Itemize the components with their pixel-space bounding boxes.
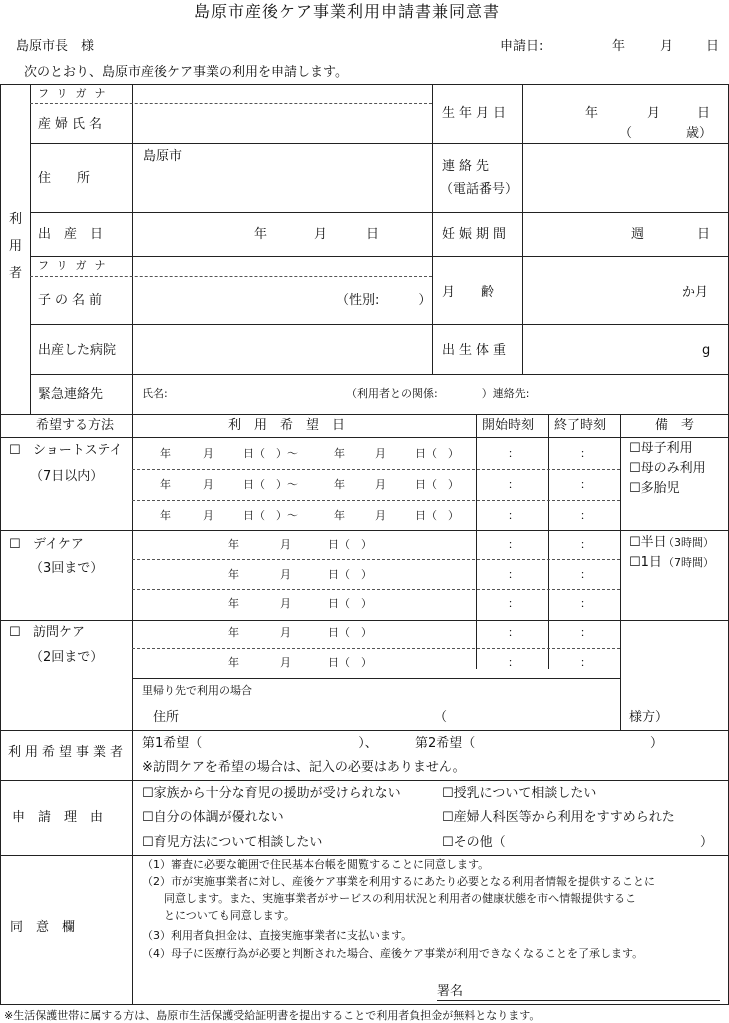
date-year[interactable]: 年: [228, 626, 239, 639]
note-mother-only[interactable]: ☐母のみ利用: [629, 461, 706, 476]
birth-weight-label: 出生体重: [442, 343, 511, 358]
reason-health[interactable]: ☐自分の体調が優れない: [142, 810, 284, 825]
pregnancy-weeks[interactable]: 週: [631, 227, 645, 242]
provider-first-choice[interactable]: 第1希望（ ）、: [142, 736, 378, 751]
form-title: 島原市産後ケア事業利用申請書兼同意書: [194, 2, 501, 21]
ss-to-day[interactable]: 日（ ）: [415, 478, 459, 491]
end-time[interactable]: ：: [580, 538, 591, 551]
intro-text: 次のとおり、島原市産後ケア事業の利用を申請します。: [24, 65, 348, 80]
notes-header: 備 考: [655, 418, 695, 433]
date-month[interactable]: 月: [280, 538, 291, 551]
birth-month[interactable]: 月: [647, 106, 661, 121]
method-header: 希望する方法: [36, 418, 115, 433]
date-day[interactable]: 日（ ）: [328, 626, 372, 639]
dates-header: 利 用 希 望 日: [228, 418, 346, 433]
ss-start-time[interactable]: ：: [508, 447, 519, 460]
visit-care-label: 訪問ケア: [33, 625, 86, 640]
emergency-name[interactable]: 氏名:: [142, 387, 168, 400]
note-mother-child[interactable]: ☐母子利用: [629, 441, 693, 456]
date-year[interactable]: 年: [228, 538, 239, 551]
emergency-relation[interactable]: （利用者との関係: ）連絡先:: [346, 387, 530, 400]
note-half-day[interactable]: ☐半日: [629, 535, 667, 550]
mother-name-input[interactable]: [134, 105, 430, 141]
ss-to-day[interactable]: 日（ ）: [415, 447, 459, 460]
ss-to-year[interactable]: 年: [334, 478, 345, 491]
pregnancy-days[interactable]: 日: [697, 227, 711, 242]
signature-line[interactable]: [437, 1000, 720, 1001]
ss-from-month[interactable]: 月: [203, 447, 214, 460]
visit-care-sub: （2回まで）: [30, 650, 104, 665]
birthdate-label: 生年月日: [442, 106, 511, 121]
short-stay-label: ショートステイ: [33, 443, 123, 458]
day-care-label: デイケア: [33, 537, 84, 552]
reason-other[interactable]: ☐その他（: [442, 835, 506, 850]
reason-other-close: ）: [700, 835, 714, 850]
consent-line-5: （3）利用者負担金は、直接実施事業者に支払います。: [142, 929, 413, 942]
furigana-input[interactable]: [134, 86, 430, 102]
consent-line-2: （2）市が実施事業者に対し、産後ケア事業を利用するにあたり必要となる利用者情報を提供することに: [142, 875, 655, 888]
satogaeri-address-label: 住所: [153, 710, 180, 725]
short-stay-checkbox[interactable]: ☐: [9, 443, 21, 458]
mother-name-label: 産婦氏名: [38, 117, 107, 132]
consent-line-6: （4）母子に医療行為が必要と判断された場合、産後ケア事業が利用できなくなることを了承します。: [142, 947, 644, 960]
child-furigana-label: フリガナ: [38, 259, 114, 272]
date-month[interactable]: 月: [280, 656, 291, 669]
ss-to-month[interactable]: 月: [375, 447, 386, 460]
day-care-checkbox[interactable]: ☐: [9, 537, 21, 552]
start-time[interactable]: ：: [508, 656, 519, 669]
reason-label: 申 請 理 由: [12, 810, 104, 825]
ss-to-month[interactable]: 月: [375, 509, 386, 522]
ss-from-day[interactable]: 日（ ）～: [243, 478, 298, 491]
application-day[interactable]: 日: [706, 39, 720, 54]
ss-from-month[interactable]: 月: [203, 509, 214, 522]
ss-from-year[interactable]: 年: [160, 478, 171, 491]
ss-start-time[interactable]: ：: [508, 478, 519, 491]
month-age-label: 月 齢: [442, 285, 495, 300]
ss-from-year[interactable]: 年: [160, 509, 171, 522]
furigana-label: フリガナ: [38, 87, 114, 100]
date-day[interactable]: 日（ ）: [328, 568, 372, 581]
addressee: 島原市長 様: [16, 39, 95, 54]
delivery-date-label: 出 産 日: [38, 227, 104, 242]
address-label: 住 所: [38, 171, 91, 186]
reason-childcare-method[interactable]: ☐育児方法について相談したい: [142, 835, 323, 850]
ss-from-day[interactable]: 日（ ）～: [243, 509, 298, 522]
consent-label: 同 意 欄: [10, 920, 76, 935]
note-full-day[interactable]: ☐1日: [629, 555, 662, 570]
footer-note: ※生活保護世帯に属する方は、島原市生活保護受給証明書を提出することで利用者負担金が無料となります。: [4, 1009, 541, 1022]
consent-line-1: （1）審査に必要な範囲で住民基本台帳を閲覧することに同意します。: [142, 858, 490, 871]
consent-line-3: 同意します。また、実施事業者がサービスの利用状況と利用者の健康状態を市へ情報提供するこ: [142, 892, 637, 905]
short-stay-sub: （7日以内）: [30, 469, 104, 484]
reason-breastfeeding[interactable]: ☐授乳について相談したい: [442, 786, 597, 801]
provider-note: ※訪問ケアを希望の場合は、記入の必要はありません。: [142, 760, 466, 775]
end-time[interactable]: ：: [580, 656, 591, 669]
hospital-input[interactable]: [134, 326, 430, 372]
ss-to-year[interactable]: 年: [334, 447, 345, 460]
ss-end-time[interactable]: ：: [580, 447, 591, 460]
signature-label: 署名: [437, 984, 464, 999]
contact-input[interactable]: [524, 145, 727, 210]
date-year[interactable]: 年: [228, 656, 239, 669]
birth-weight-unit[interactable]: g: [702, 343, 711, 358]
pregnancy-label: 妊娠期間: [442, 227, 511, 242]
end-time[interactable]: ：: [580, 626, 591, 639]
child-name-label: 子の名前: [38, 293, 107, 308]
note-full-day-hours: （7時間）: [663, 556, 714, 569]
ss-to-year[interactable]: 年: [334, 509, 345, 522]
satogaeri-address-input[interactable]: （ 様方）: [434, 710, 669, 725]
note-multiple-birth[interactable]: ☐多胎児: [629, 481, 680, 496]
visit-care-checkbox[interactable]: ☐: [9, 625, 21, 640]
date-year[interactable]: 年: [228, 568, 239, 581]
ss-to-month[interactable]: 月: [375, 478, 386, 491]
provider-second-choice[interactable]: 第2希望（: [415, 736, 476, 751]
age-close[interactable]: 歳）: [686, 126, 713, 141]
birth-day[interactable]: 日: [697, 106, 711, 121]
satogaeri-label: 里帰り先で利用の場合: [142, 684, 252, 697]
note-half-day-hours: （3時間）: [663, 536, 714, 549]
date-month[interactable]: 月: [280, 568, 291, 581]
start-time[interactable]: ：: [508, 597, 519, 610]
reason-family-support[interactable]: ☐家族から十分な育児の援助が受けられない: [142, 786, 401, 801]
day-care-sub: （3回まで）: [30, 561, 104, 576]
date-day[interactable]: 日（ ）: [328, 538, 372, 551]
ss-to-day[interactable]: 日（ ）: [415, 509, 459, 522]
age-open: （: [619, 126, 633, 141]
application-year[interactable]: 年: [612, 39, 626, 54]
ss-start-time[interactable]: ：: [508, 509, 519, 522]
start-time[interactable]: ：: [508, 626, 519, 639]
start-time-header: 開始時刻: [482, 418, 535, 433]
month-age-unit[interactable]: か月: [682, 285, 709, 300]
user-side-label-3: 者: [9, 266, 23, 281]
user-side-label-2: 用: [9, 239, 23, 254]
ss-from-month[interactable]: 月: [203, 478, 214, 491]
provider-second-close: ）: [650, 736, 664, 751]
delivery-year[interactable]: 年: [254, 227, 268, 242]
reason-doctor-recommend[interactable]: ☐産婦人科医等から利用をすすめられた: [442, 810, 675, 825]
ss-from-day[interactable]: 日（ ）～: [243, 447, 298, 460]
start-time[interactable]: ：: [508, 538, 519, 551]
date-year[interactable]: 年: [228, 597, 239, 610]
application-month[interactable]: 月: [660, 39, 674, 54]
delivery-day[interactable]: 日: [366, 227, 380, 242]
contact-sub-label: （電話番号）: [440, 182, 519, 197]
consent-line-4: とについても同意します。: [142, 909, 295, 922]
ss-end-time[interactable]: ：: [580, 478, 591, 491]
date-day[interactable]: 日（ ）: [328, 597, 372, 610]
address-value[interactable]: 島原市: [143, 149, 183, 164]
gender-field[interactable]: （性別: ）: [336, 293, 432, 308]
birth-year[interactable]: 年: [585, 106, 599, 121]
date-month[interactable]: 月: [280, 626, 291, 639]
hospital-label: 出産した病院: [38, 343, 117, 358]
delivery-month[interactable]: 月: [314, 227, 328, 242]
contact-label: 連絡先: [442, 159, 494, 174]
application-date-label: 申請日:: [500, 39, 544, 54]
provider-label: 利用希望事業者: [8, 745, 128, 760]
ss-from-year[interactable]: 年: [160, 447, 171, 460]
end-time[interactable]: ：: [580, 597, 591, 610]
date-day[interactable]: 日（ ）: [328, 656, 372, 669]
date-month[interactable]: 月: [280, 597, 291, 610]
start-time[interactable]: ：: [508, 568, 519, 581]
user-side-label-1: 利: [9, 212, 23, 227]
end-time-header: 終了時刻: [554, 418, 607, 433]
end-time[interactable]: ：: [580, 568, 591, 581]
ss-end-time[interactable]: ：: [580, 509, 591, 522]
emergency-label: 緊急連絡先: [38, 387, 104, 402]
